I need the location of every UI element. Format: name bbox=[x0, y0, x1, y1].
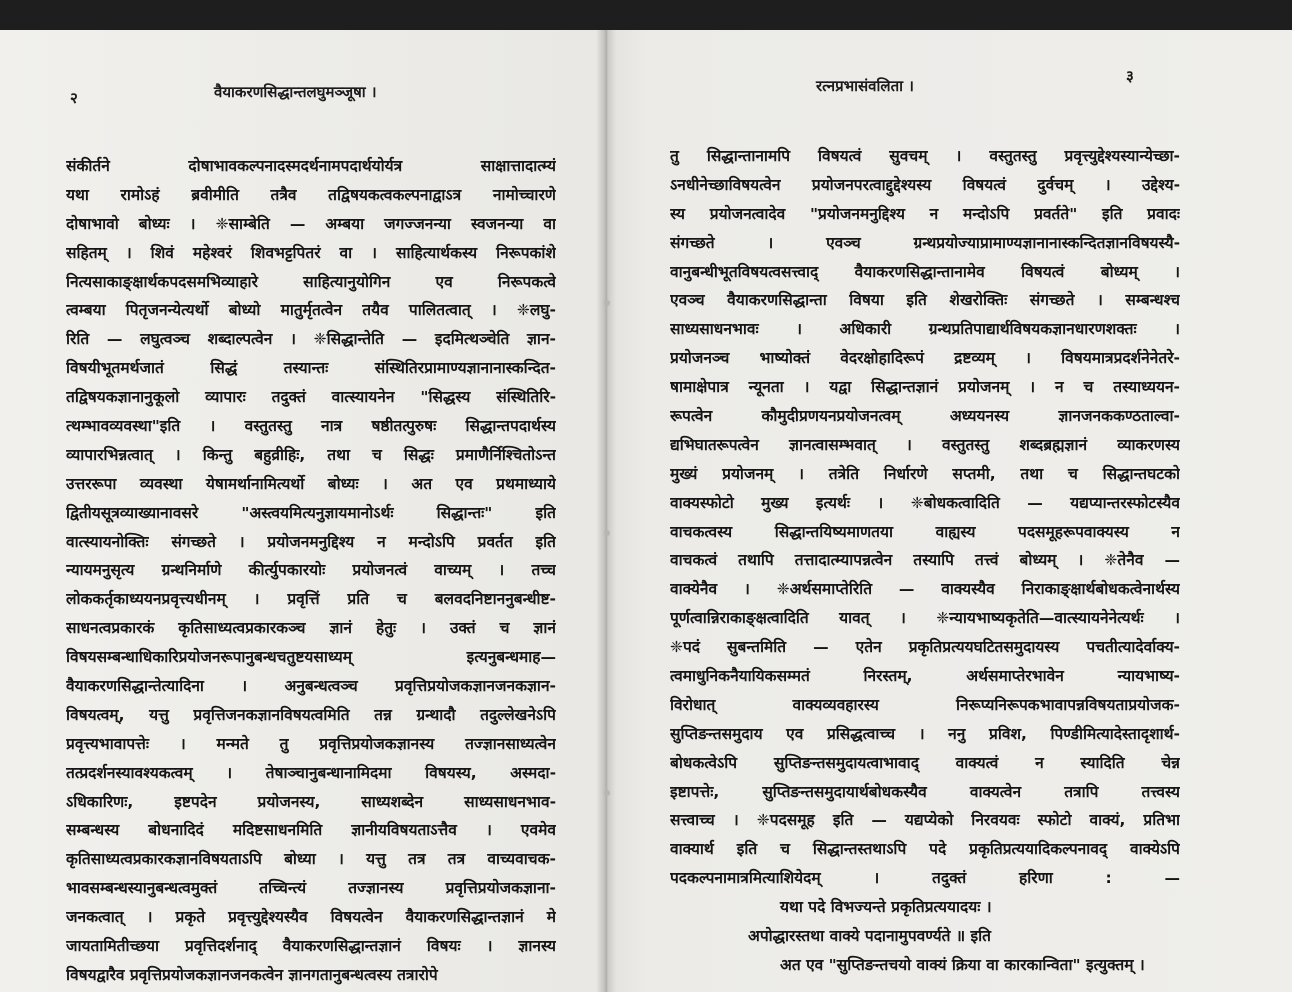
page-body bbox=[670, 142, 1180, 980]
text-line: द्वितीयसूत्रव्याख्यानावसरे "अस्त्वयमित्यनुज्ञायमानोऽर्थः सिद्धान्तः" इति bbox=[66, 503, 556, 522]
text-line: अपोद्धारस्तथा वाक्ये पदानामुपवर्ण्यते ॥ इति bbox=[748, 927, 991, 946]
book-gutter bbox=[596, 30, 616, 992]
text-line: ऽनधीनेच्छाविषयत्वेन प्रयोजनपरत्वाद्दुद्देश्यस्य विषयत्वं दुर्वचम् । उद्देश्य- bbox=[670, 175, 1180, 194]
text-line: संकीर्तने दोषाभावकल्पनादस्मदर्थनामपदार्थयोर्यत्र साक्षात्तादात्म्यं bbox=[66, 157, 556, 175]
text-line: वाक्येनैव । ❈अर्थसमाप्तेरिति — वाक्यस्यैव निराकाङ्क्षार्थबोधकत्वेनार्थस्य bbox=[670, 580, 1180, 599]
left-page bbox=[0, 30, 606, 992]
text-line: तत्प्रदर्शनस्यावश्यकत्वम् । तेषाञ्चानुबन्धानामिदमा विषयस्य, अस्मदा- bbox=[66, 763, 556, 782]
text-line: त्वम्बया पितृजनन्येत्यर्थो बोध्यो मातुर्मृतत्वेन तयैव पालितत्वात् । ❈लघु- bbox=[66, 301, 556, 320]
text-line: रिति — लघुत्वञ्च शब्दाल्पत्वेन । ❈सिद्धान्तेति — इदमित्थञ्चेति ज्ञान- bbox=[66, 330, 556, 349]
text-line: प्रयोजनञ्च भाष्योक्तं वेदरक्षोहादिरूपं द्रष्टव्यम् । विषयमात्रप्रदर्शनेनेतरे- bbox=[670, 349, 1180, 368]
text-line: यथा रामोऽहं ब्रवीमीति तत्रैव तद्विषयकत्वकल्पनाद्वाऽत्र नामोच्चारणे bbox=[66, 185, 556, 204]
text-line: तु सिद्धान्तानामपि विषयत्वं सुवचम् । वस्तुतस्तु प्रवृत्त्युद्देश्यस्यान्येच्छा- bbox=[670, 147, 1180, 165]
text-line: रूपत्वेन कौमुदीप्रणयनप्रयोजनत्वम् अध्ययनस्य ज्ञानजनककण्ठताल्वा- bbox=[670, 407, 1180, 426]
text-line: वाक्यार्थ इति च सिद्धान्तस्तथाऽपि पदे प्रकृतिप्रत्ययादिकल्पनावद् वाक्येऽपि bbox=[670, 840, 1180, 859]
text-line: विषयीभूतमर्थजातं सिद्धं तस्यान्तः संस्थितिरप्रामाण्यज्ञानानास्कन्दित- bbox=[66, 359, 556, 378]
binding-stitch bbox=[604, 530, 610, 536]
text-line: विषयत्वम्, यत्तु प्रवृत्तिजनकज्ञानविषयत्वमिति तन्न ग्रन्थादौ तदुल्लेखनेऽपि bbox=[66, 705, 556, 724]
text-line: बोधकत्वेऽपि सुप्तिङन्तसमुदायत्वाभावाद् वाक्यत्वं न स्यादिति चेन्न bbox=[670, 753, 1180, 772]
text-line: वाचकत्वं तथापि तत्तादात्म्यापन्नत्वेन तस्यापि तत्त्वं बोध्यम् । ❈तेनैव — bbox=[670, 551, 1180, 570]
text-line: व्यापारभिन्नत्वात् । किन्तु बहुव्रीहिः, तथा च सिद्धः प्रमाणैर्निश्चितोऽन्त bbox=[66, 445, 556, 464]
binding-stitch bbox=[604, 300, 610, 306]
text-line: वात्स्यायनोक्तिः संगच्छते । प्रयोजनमनुद्दिश्य न मन्दोऽपि प्रवर्तत इति bbox=[66, 532, 556, 551]
text-line: सम्बन्धस्य बोधनादिदं मदिष्टसाधनमिति ज्ञानीयविषयताऽत्तैव । एवमेव bbox=[66, 821, 556, 840]
text-line: त्वमाधुनिकनैयायिकसम्मतं निरस्तम्, अर्थसमाप्तेरभावेन न्यायभाष्य- bbox=[670, 667, 1180, 686]
text-line: वाचकत्वस्य सिद्धान्तयिष्यमाणतया वाह्यस्य पदसमूहरूपवाक्यस्य न bbox=[670, 522, 1180, 541]
text-line: कृतिसाध्यत्वप्रकारकज्ञानविषयताऽपि बोध्या । यत्तु तत्र तत्र वाच्यवाचक- bbox=[66, 850, 556, 869]
text-line: प्रवृत्त्यभावापत्तेः । मन्मते तु प्रवृत्तिप्रयोजकज्ञानस्य तज्ज्ञानसाध्यत्वेन bbox=[66, 734, 556, 753]
running-header: वैयाकरणसिद्धान्तलघुमञ्जूषा । bbox=[214, 83, 377, 101]
text-line: विरोधात् वाक्यव्यवहारस्य निरूप्यनिरूपकभावापन्नविषयताप्रयोजक- bbox=[670, 695, 1180, 714]
text-line: नित्यसाकाङ्क्षार्थकपदसमभिव्याहारे साहित्यानुयोगिन एव निरूपकत्वे bbox=[66, 272, 556, 291]
text-line: ❈पदं सुबन्तमिति — एतेन प्रकृतिप्रत्ययघटितसमुदायस्य पचतीत्यादेर्वाक्य- bbox=[670, 638, 1180, 657]
text-line: यथा पदे विभज्यन्ते प्रकृतिप्रत्ययादयः । bbox=[780, 898, 992, 917]
text-line: विषयसम्बन्धाधिकारिप्रयोजनरूपानुबन्धचतुष्टयसाध्यम् इत्यनुबन्धमाह— bbox=[66, 648, 556, 667]
text-line: त्थम्भावव्यवस्था"इति । वस्तुतस्तु नात्र षष्ठीतत्पुरुषः सिद्धान्तपदार्थस्य bbox=[66, 417, 556, 436]
page-body bbox=[66, 152, 556, 990]
text-line: दोषाभावो बोध्यः । ❈साम्बेति — अम्बया जगज्जनन्या स्वजनन्या वा bbox=[66, 214, 556, 233]
text-line: लोककर्तृकाध्ययनप्रवृत्त्यधीनम् । प्रवृत्तिं प्रति च बलवदनिष्टाननुबन्धीष्ट- bbox=[66, 590, 556, 609]
text-line: षामाक्षेपात्र न्यूनता । यद्वा सिद्धान्तज्ञानं प्रयोजनम् । न च तस्याध्ययन- bbox=[670, 378, 1180, 397]
text-line: न्यायमनुसृत्य ग्रन्थनिर्माणे कीर्त्युपकारयोः प्रयोजनत्वं वाच्यम् । तच्च bbox=[66, 561, 556, 580]
text-line: इष्टापत्तेः, सुप्तिङन्तसमुदायार्थबोधकस्यैव वाक्यत्वेन तत्रापि तत्त्वस्य bbox=[670, 782, 1180, 801]
page-number: ३ bbox=[1126, 67, 1134, 85]
text-line: साध्यसाधनभावः । अधिकारी ग्रन्थप्रतिपाद्यार्थविषयकज्ञानधारणशक्तः । bbox=[670, 320, 1180, 339]
text-line: उत्तररूपा व्यवस्था येषामर्थानामित्यर्थो बोध्यः । अत एव प्रथमाध्याये bbox=[66, 474, 556, 493]
text-line: साधनत्वप्रकारकं कृतिसाध्यत्वप्रकारकञ्च ज्ञानं हेतुः । उक्तं च ज्ञानं bbox=[66, 619, 556, 638]
text-line: एवञ्च वैयाकरणसिद्धान्ता विषया इति शेखरोक्तिः संगच्छते । सम्बन्धश्च bbox=[670, 291, 1180, 310]
text-line: स्य प्रयोजनत्वादेव "प्रयोजनमनुद्दिश्य न मन्दोऽपि प्रवर्तते" इति प्रवादः bbox=[670, 204, 1180, 223]
text-line: भावसम्बन्धस्यानुबन्धत्वमुक्तं तच्चिन्त्यं तज्ज्ञानस्य प्रवृत्तिप्रयोजकज्ञाना- bbox=[66, 879, 556, 898]
text-line: पूर्णत्वान्निराकाङ्क्षत्वादिति यावत् । ❈न्यायभाष्यकृतेति—वात्स्यायनेनेत्यर्थः । bbox=[670, 609, 1180, 628]
text-line: जायतामितीच्छया प्रवृत्तिदर्शनाद् वैयाकरणसिद्धान्तज्ञानं विषयः । ज्ञानस्य bbox=[66, 937, 556, 956]
text-line: पदकल्पनामात्रमित्याशियेदम् । तदुक्तं हरिणा : — bbox=[670, 869, 1180, 888]
page-number: २ bbox=[70, 89, 78, 107]
book-spread bbox=[0, 30, 1292, 992]
running-header: रत्नप्रभासंवलिता । bbox=[816, 77, 914, 95]
text-line: वानुबन्धीभूतविषयत्वसत्त्वाद् वैयाकरणसिद्धान्तानामेव विषयत्वं बोध्यम् । bbox=[670, 262, 1180, 281]
text-line: वाक्यस्फोटो मुख्य इत्यर्थः । ❈बोधकत्वादिति — यद्यप्यान्तरस्फोटस्यैव bbox=[670, 493, 1180, 512]
text-line: वैयाकरणसिद्धान्तेत्यादिना । अनुबन्धत्वञ्च प्रवृत्तिप्रयोजकज्ञानजनकज्ञान- bbox=[66, 677, 556, 696]
text-line: सुप्तिङन्तसमुदाय एव प्रसिद्धत्वाच्च । ननु प्रविश, पिण्डीमित्यादेस्तादृशार्थ- bbox=[670, 724, 1180, 743]
right-page bbox=[606, 30, 1292, 992]
text-line: तद्विषयकज्ञानानुकूलो व्यापारः तदुक्तं वात्स्यायनेन "सिद्धस्य संस्थितिरि- bbox=[66, 388, 556, 407]
text-line: मुख्यं प्रयोजनम् । तत्रेति निर्धारणे सप्तमी, तथा च सिद्धान्तघटको bbox=[670, 464, 1180, 483]
text-line: सत्त्वाच्च । ❈पदसमूह इति — यद्यप्येको निरवयवः स्फोटो वाक्यं, प्रतिभा bbox=[670, 811, 1180, 830]
text-line: संगच्छते । एवञ्च ग्रन्थप्रयोज्याप्रामाण्यज्ञानानास्कन्दितज्ञानविषयस्यै- bbox=[670, 233, 1180, 252]
text-line: द्यभिघातरूपत्वेन ज्ञानत्वासम्भवात् । वस्तुतस्तु शब्दब्रह्मज्ञानं व्याकरणस्य bbox=[670, 435, 1180, 454]
text-line: सहितम् । शिवं महेश्वरं शिवभट्टपितरं वा । साहित्यार्थकस्य निरूपकांशे bbox=[66, 243, 556, 262]
text-line: विषयद्वारैव प्रवृत्तिप्रयोजकज्ञानजनकत्वेन ज्ञानगतानुबन्धत्वस्य तत्रारोपे bbox=[66, 965, 438, 984]
text-line: अत एव "सुप्तिङन्तचयो वाक्यं क्रिया वा कारकान्विता" इत्युक्तम् । bbox=[780, 955, 1145, 974]
binding-stitch bbox=[604, 790, 610, 796]
text-line: जनकत्वात् । प्रकृते प्रवृत्त्युद्देश्यस्यैव विषयत्वेन वैयाकरणसिद्धान्तज्ञानं मे bbox=[66, 908, 556, 927]
text-line: ऽधिकारिणः, इष्टपदेन प्रयोजनस्य, साध्यशब्देन साध्यसाधनभाव- bbox=[66, 792, 556, 811]
